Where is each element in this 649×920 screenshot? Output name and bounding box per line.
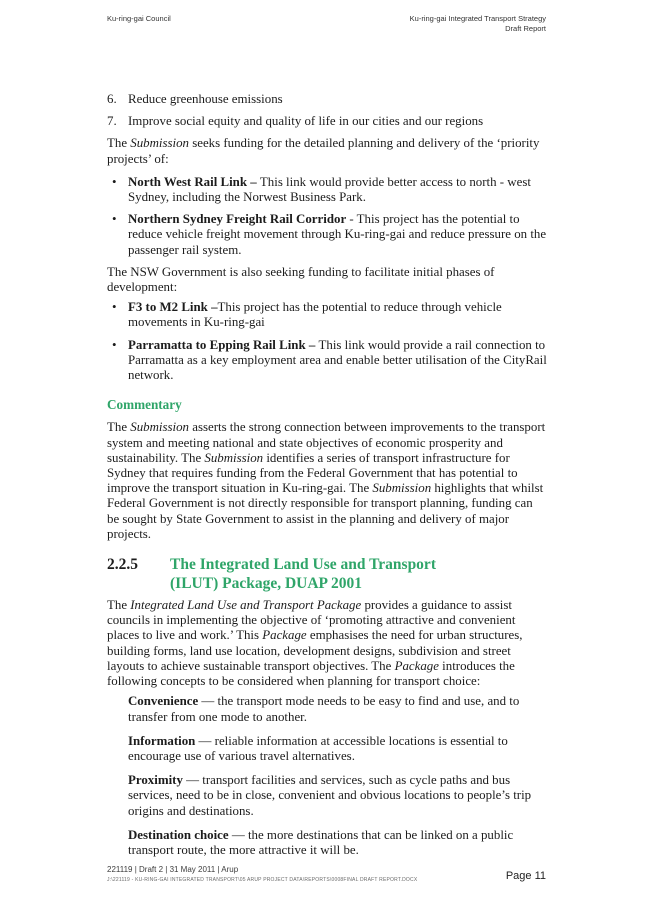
section-paragraph — [107, 598, 548, 689]
bullet-text — [128, 212, 548, 258]
bullet-glyph: • — [112, 174, 117, 189]
bullet-text — [128, 338, 548, 384]
commentary-heading: Commentary — [107, 397, 182, 413]
text-run-italic: Submission — [372, 481, 432, 496]
definition-item — [128, 828, 548, 858]
text-run: highlights that whilst Federal Government is not directly responsible for transport planning, funding can be sought by State Government to assist in the planning and delivery of major projects. — [107, 481, 544, 541]
bullet-glyph: • — [112, 337, 117, 352]
bullet-lead-bold: North West Rail Link – — [128, 174, 260, 189]
text-run: introduces the following concepts to be considered when planning for transport choice: — [107, 658, 515, 689]
header-right-line2: Draft Report — [505, 23, 546, 33]
text-run: identifies a series of transport infrastructure for Sydney that requires funding from the Federal Government that has potential to improve the transport situation in Ku-ring-gai. The — [107, 450, 518, 496]
numbered-item-number: 7. — [107, 114, 117, 129]
text-run: - This project has the potential to reduce vehicle freight movement through Ku-ring-gai and reduce pressure on the passenger rail system. — [128, 212, 547, 257]
definition-text: — reliable information at accessible locations is essential to encourage use of various travel alternatives. — [128, 733, 508, 763]
bullet-item — [107, 212, 548, 258]
text-run-italic: Integrated Land Use and Transport Package — [130, 598, 362, 613]
paragraph: The NSW Government is also seeking funding to facilitate initial phases of development: — [107, 264, 495, 295]
definition-item — [128, 694, 548, 724]
definition-item — [128, 773, 548, 819]
bullet-glyph: • — [112, 300, 117, 315]
text-run-italic: Submission — [130, 136, 189, 151]
numbered-item — [107, 114, 548, 129]
definition-text: — transport facilities and services, such as cycle paths and bus services, need to be in close, convenient and obvious locations to people’s trip origins and destinations. — [128, 773, 532, 818]
text-run: provides a guidance to assist councils in implementing the objective of ‘promoting attractive and convenient places to live and work.’ This — [107, 598, 516, 643]
definition-text: — the transport mode needs to be easy to find and use, and to transfer from one mode to another. — [128, 694, 520, 724]
page-footer — [107, 865, 546, 883]
header-right-line1: Ku-ring-gai Integrated Transport Strategy — [409, 14, 546, 23]
section-heading — [107, 555, 548, 593]
text-run: seeks funding for the detailed planning and delivery of the ‘priority projects’ of: — [107, 136, 540, 166]
bullet-lead-bold: Parramatta to Epping Rail Link – — [128, 337, 319, 352]
definition-text: — the more destinations that can be linked on a public transport route, the more attractive it will be. — [128, 827, 514, 857]
text-run: The — [107, 136, 131, 151]
text-run: asserts the strong connection between improvements to the transport system and meeting national and state objectives of economic prosperity and sustainability. The — [107, 420, 546, 465]
text-run-italic: Package — [394, 658, 439, 673]
bullet-text — [128, 175, 548, 205]
paragraph — [107, 136, 548, 166]
definition-item — [128, 734, 548, 764]
text-run-italic: Submission — [204, 450, 264, 465]
definition-term: Convenience — [128, 694, 199, 709]
text-run: The — [107, 598, 131, 613]
text-run: The — [107, 420, 131, 435]
document-body — [107, 92, 548, 858]
definition-term: Destination choice — [128, 827, 229, 842]
bullet-item — [107, 300, 548, 330]
bullet-lead-bold: F3 to M2 Link – — [128, 300, 218, 315]
text-run: emphasises the need for urban structures, building forms, land use location, development designs, subdivision and street layouts to achieve sustainable transport objectives. The — [107, 628, 523, 673]
footer-page-number: Page 11 — [505, 870, 546, 882]
header-right-block — [410, 14, 546, 33]
text-run-italic: Package — [262, 628, 307, 643]
commentary-paragraph — [107, 420, 548, 542]
bullet-text — [128, 300, 548, 330]
text-run-italic: Submission — [130, 420, 189, 435]
numbered-item — [107, 92, 548, 107]
text-run: This link would provide better access to north - west Sydney, including the Norwest Business Park. — [128, 174, 531, 205]
text-run: This link would provide a rail connection to Parramatta as a key employment area and enable better utilisation of the CityRail network. — [128, 337, 547, 383]
footer-file-path: J:\221119 - KU-RING-GAI INTEGRATED TRANSPORT\05 ARUP PROJECT DATA\REPORTS\0008FINAL DRAFT REPORT.DOCX — [107, 877, 418, 883]
section-title: The Integrated Land Use and Transport (ILUT) Package, DUAP 2001 — [170, 556, 436, 593]
definition-term: Information — [128, 733, 196, 748]
footer-document-info: 221119 | Draft 2 | 31 May 2011 | Arup — [107, 865, 239, 874]
bullet-lead-bold: Northern Sydney Freight Rail Corridor — [128, 212, 347, 227]
definition-term: Proximity — [128, 773, 183, 788]
header-left-text: Ku-ring-gai Council — [107, 14, 171, 23]
bullet-item — [107, 175, 548, 205]
page-header — [107, 14, 546, 33]
bullet-item — [107, 338, 548, 384]
numbered-item-text: Improve social equity and quality of life in our cities and our regions — [128, 114, 484, 129]
numbered-item-number: 6. — [107, 92, 117, 106]
numbered-item-text: Reduce greenhouse emissions — [128, 92, 283, 106]
bullet-glyph: • — [112, 212, 117, 227]
section-number: 2.2.5 — [107, 556, 138, 574]
text-run: This project has the potential to reduce through vehicle movements in Ku-ring-gai — [128, 300, 502, 330]
